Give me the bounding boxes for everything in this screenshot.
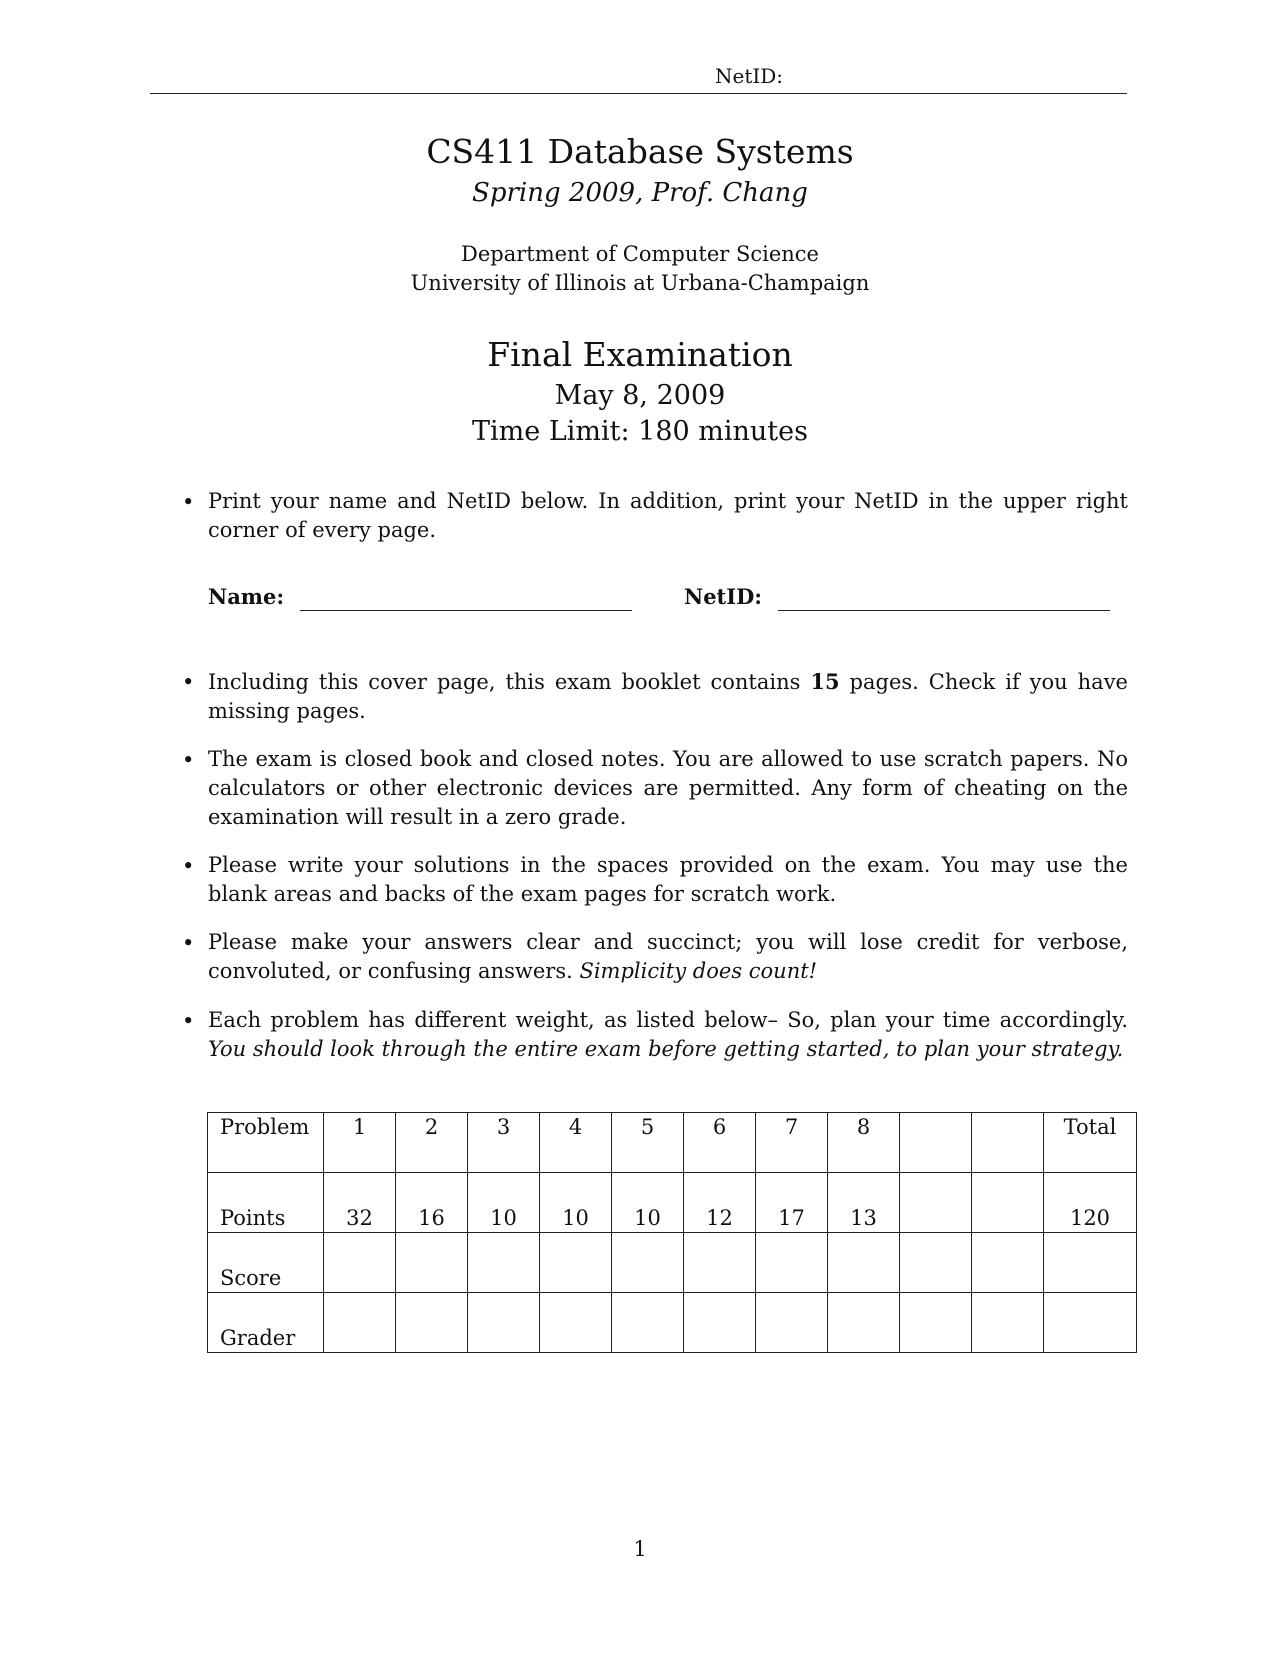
score-cell[interactable] xyxy=(540,1233,612,1293)
grader-cell[interactable] xyxy=(612,1293,684,1353)
exam-title: Final Examination xyxy=(487,335,793,374)
problem-cell: 4 xyxy=(540,1113,612,1173)
points-row xyxy=(208,1173,1137,1233)
problem-cell: 7 xyxy=(756,1113,828,1173)
score-cell[interactable] xyxy=(324,1233,396,1293)
points-cell: 10 xyxy=(612,1173,684,1233)
grader-cell[interactable] xyxy=(972,1293,1044,1353)
grader-cell[interactable] xyxy=(324,1293,396,1353)
points-cell: 32 xyxy=(324,1173,396,1233)
instruction-weight xyxy=(208,1006,1128,1064)
score-cell[interactable] xyxy=(612,1233,684,1293)
points-cell: 10 xyxy=(540,1173,612,1233)
problem-cell xyxy=(972,1113,1044,1173)
score-cell[interactable] xyxy=(468,1233,540,1293)
problem-cell: 6 xyxy=(684,1113,756,1173)
problem-cell: 1 xyxy=(324,1113,396,1173)
points-cell: 12 xyxy=(684,1173,756,1233)
total-score-cell[interactable] xyxy=(1044,1233,1137,1293)
netid-field[interactable] xyxy=(778,610,1110,611)
page-number: 1 xyxy=(633,1537,647,1561)
problem-row xyxy=(208,1113,1137,1173)
name-label: Name: xyxy=(208,584,285,609)
grader-cell[interactable] xyxy=(396,1293,468,1353)
name-field[interactable] xyxy=(300,610,632,611)
points-cell xyxy=(972,1173,1044,1233)
pages-text-pre: Including this cover page, this exam booklet contains xyxy=(208,670,811,694)
score-cell[interactable] xyxy=(684,1233,756,1293)
row-label-grader: Grader xyxy=(208,1293,324,1353)
weight-text: Each problem has different weight, as listed below– So, plan your time accordingly. xyxy=(208,1008,1128,1032)
score-cell[interactable] xyxy=(972,1233,1044,1293)
points-cell: 16 xyxy=(396,1173,468,1233)
exam-date: May 8, 2009 xyxy=(554,380,726,411)
total-points-cell: 120 xyxy=(1044,1173,1137,1233)
header-rule xyxy=(150,93,1127,94)
score-cell[interactable] xyxy=(828,1233,900,1293)
header-netid-label: NetID: xyxy=(715,64,784,88)
total-grader-cell[interactable] xyxy=(1044,1293,1137,1353)
problem-cell: 8 xyxy=(828,1113,900,1173)
bullet-icon: • xyxy=(182,1009,195,1033)
grader-cell[interactable] xyxy=(540,1293,612,1353)
pages-text-post: pages. Check if you have missing pages. xyxy=(208,670,1128,723)
instruction-print-name: Print your name and NetID below. In addition, print your NetID in the upper right corner of every page. xyxy=(208,489,1128,542)
instruction-pages xyxy=(208,667,1128,726)
course-term: Spring 2009, Prof. Chang xyxy=(472,178,808,208)
points-cell xyxy=(900,1173,972,1233)
instruction-clarity xyxy=(208,928,1128,986)
course-title: CS411 Database Systems xyxy=(426,132,854,171)
clarity-text: Please make your answers clear and succinct; you will lose credit for verbose, convoluted, or confusing answers. xyxy=(208,930,1128,983)
row-label-problem: Problem xyxy=(208,1113,324,1173)
score-row xyxy=(208,1233,1137,1293)
problem-cell: 5 xyxy=(612,1113,684,1173)
score-cell[interactable] xyxy=(756,1233,828,1293)
bullet-icon: • xyxy=(182,854,195,878)
grader-cell[interactable] xyxy=(900,1293,972,1353)
netid-label: NetID: xyxy=(684,584,763,609)
department: Department of Computer Science xyxy=(461,242,819,266)
problem-cell: 3 xyxy=(468,1113,540,1173)
weight-emphasis: You should look through the entire exam before getting started, to plan your strategy. xyxy=(208,1037,1124,1061)
grader-row xyxy=(208,1293,1137,1353)
grader-cell[interactable] xyxy=(828,1293,900,1353)
university: University of Illinois at Urbana-Champaign xyxy=(410,271,870,295)
points-cell: 17 xyxy=(756,1173,828,1233)
score-table xyxy=(207,1112,1137,1353)
row-label-points: Points xyxy=(208,1173,324,1233)
pages-count: 15 xyxy=(810,669,840,694)
bullet-icon: • xyxy=(182,931,195,955)
exam-time-limit: Time Limit: 180 minutes xyxy=(472,416,808,447)
bullet-icon: • xyxy=(182,670,195,694)
points-cell: 10 xyxy=(468,1173,540,1233)
instruction-solutions: Please write your solutions in the spaces provided on the exam. You may use the blank areas and backs of the exam pages for scratch work. xyxy=(208,853,1128,906)
bullet-icon: • xyxy=(182,748,195,772)
points-cell: 13 xyxy=(828,1173,900,1233)
problem-cell xyxy=(900,1113,972,1173)
grader-cell[interactable] xyxy=(684,1293,756,1353)
score-cell[interactable] xyxy=(900,1233,972,1293)
clarity-emphasis: Simplicity does count! xyxy=(579,959,818,983)
grader-cell[interactable] xyxy=(756,1293,828,1353)
grader-cell[interactable] xyxy=(468,1293,540,1353)
bullet-icon: • xyxy=(182,490,195,514)
problem-cell: 2 xyxy=(396,1113,468,1173)
score-cell[interactable] xyxy=(396,1233,468,1293)
row-label-score: Score xyxy=(208,1233,324,1293)
total-header-cell: Total xyxy=(1044,1113,1137,1173)
instruction-closed-book: The exam is closed book and closed notes. You are allowed to use scratch papers. No calculators or other electronic devices are permitted. Any form of cheating on the examination will result in a zero grade. xyxy=(208,747,1128,829)
